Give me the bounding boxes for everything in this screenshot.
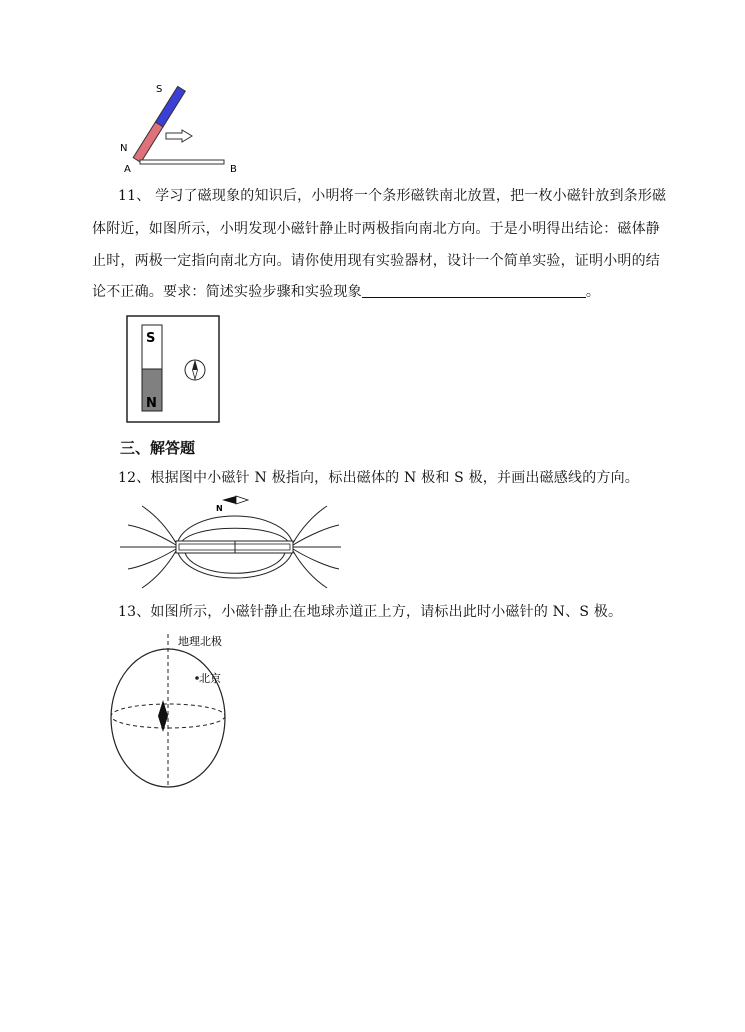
q11-line-2: 体附近，如图所示，小明发现小磁针静止时两极指向南北方向。于是小明得出结论：磁体静 xyxy=(92,221,660,237)
label-n: N xyxy=(120,143,128,154)
q11-line-4 xyxy=(92,282,600,302)
compass-needle-icon xyxy=(158,700,168,732)
geo-north-label: 地理北极 xyxy=(178,635,222,648)
label-s: S xyxy=(156,84,163,95)
q11-line-1: 11、 学习了磁现象的知识后，小明将一个条形磁铁南北放置，把一枚小磁针放到条形磁 xyxy=(118,188,667,204)
beijing-label: 北京 xyxy=(199,672,221,685)
magnet-label-s: S xyxy=(146,331,156,346)
magnet-label-n: N xyxy=(146,396,157,411)
label-a: A xyxy=(124,164,131,175)
figure-earth xyxy=(106,632,276,792)
needle-light-icon xyxy=(236,496,248,504)
figure-field-lines xyxy=(118,494,343,594)
section-title: 三、解答题 xyxy=(120,439,196,457)
needle-label-n: N xyxy=(216,504,223,513)
figure-bar-magnet-compass xyxy=(126,315,222,425)
bar-ab xyxy=(140,160,224,164)
q13-text: 13、如图所示，小磁针静止在地球赤道正上方，请标出此时小磁针的 N、S 极。 xyxy=(118,604,623,620)
q11-line-4-end: 。 xyxy=(585,284,601,300)
q11-line-3: 止时，两极一定指向南北方向。请你使用现有实验器材，设计一个简单实验，证明小明的结 xyxy=(92,253,660,269)
answer-blank[interactable] xyxy=(362,283,586,298)
needle-dark-icon xyxy=(222,496,236,504)
magnet-n-half xyxy=(133,122,163,162)
figure-tilted-magnet xyxy=(110,80,260,178)
arrow-right-icon xyxy=(166,130,192,142)
label-b: B xyxy=(230,164,237,175)
q11-line-4-text: 论不正确。要求：简述实验步骤和实验现象 xyxy=(92,284,362,300)
q12-text: 12、根据图中小磁针 N 极指向，标出磁体的 N 极和 S 极，并画出磁感线的方向。 xyxy=(118,470,640,486)
